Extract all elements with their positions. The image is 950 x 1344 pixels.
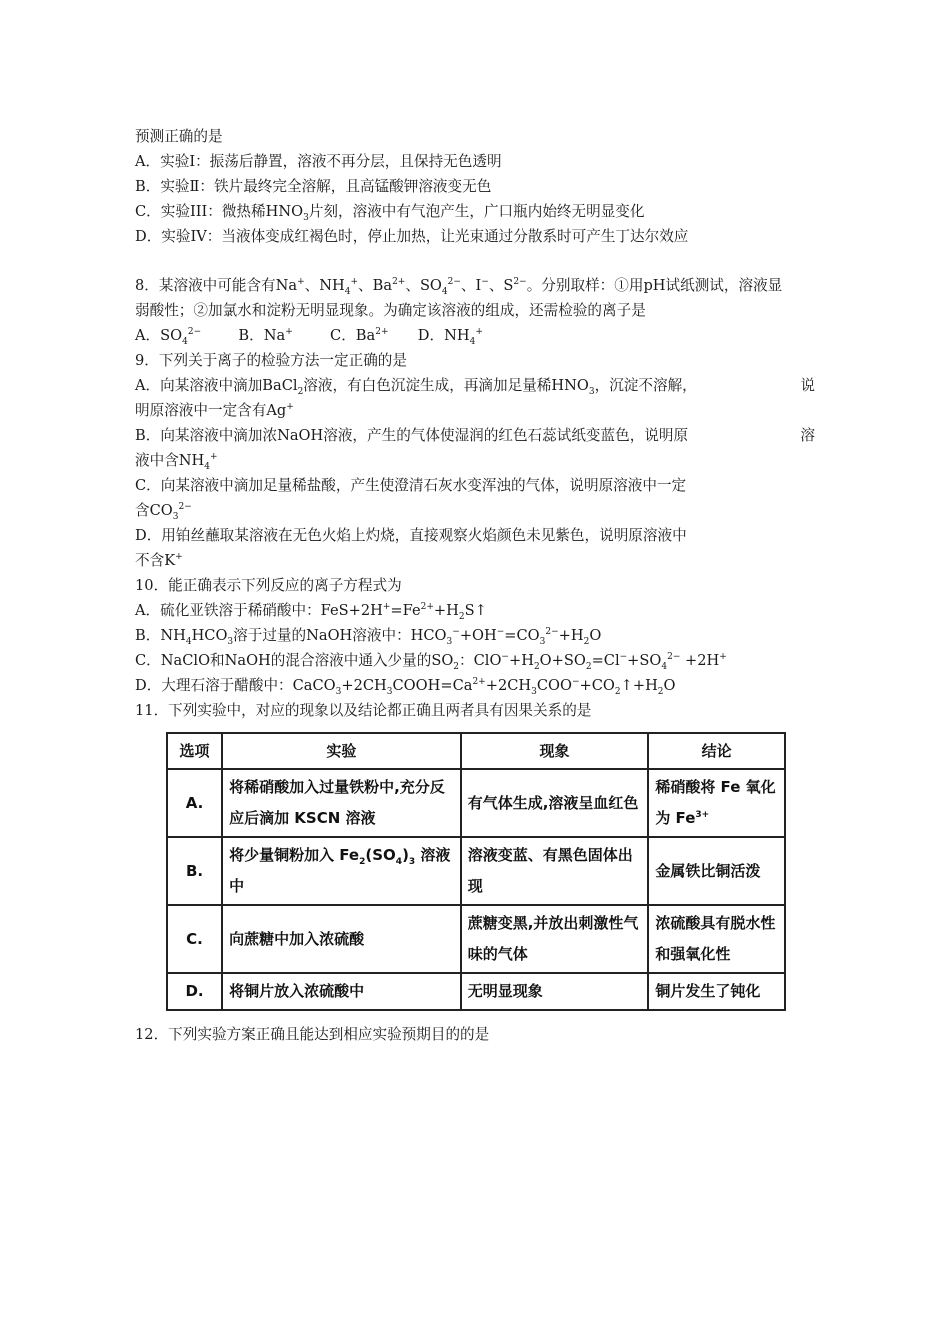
table-row: [167, 837, 785, 905]
table-row: [167, 769, 785, 837]
table-header-row: [167, 733, 785, 769]
q7-option-b: B．实验Ⅱ：铁片最终完全溶解，且高锰酸钾溶液变无色: [135, 178, 492, 195]
q8-options: [135, 326, 815, 346]
q9-option-d-line1: D．用铂丝蘸取某溶液在无色火焰上灼烧，直接观察火焰颜色未见紫色，说明原溶液中: [135, 527, 687, 544]
q8-stem-line1: 8．某溶液中可能含有Na+、$NH_4^+$、$Ba^{2+}$、$SO_4^{2-}$、I−、$S^{2-}$。分别取样：①用pH试纸测试，溶液显: [135, 277, 783, 297]
q8-option-d: D．$NH_4^+$: [417, 327, 483, 347]
row-option: B.: [167, 837, 222, 905]
q7-option-a: A．实验Ⅰ：振荡后静置，溶液不再分层，且保持无色透明: [135, 153, 502, 170]
row-conclusion: 稀硝酸将 Fe 氧化为 $Fe^{3+}$: [648, 769, 785, 837]
row-phenomenon: 溶液变蓝、有黑色固体出现: [461, 837, 649, 905]
q8-option-c: C．$Ba^{2+}$: [330, 327, 389, 344]
q9-option-a-line1: A．向某溶液中滴加BaCl$_2$溶液，有白色沉淀生成，再滴加足量稀$HNO_3$，沉淀不溶解， 说: [135, 377, 815, 397]
row-option: D.: [167, 973, 222, 1010]
q8-option-a: A．$SO_4^{2-}$: [135, 327, 202, 347]
q10-option-a: A．硫化亚铁溶于稀硝酸中：$FeS+2H^+=Fe^{2+}+H_2S↑$: [135, 602, 487, 622]
q10-title: 10．能正确表示下列反应的离子方程式为: [135, 577, 402, 594]
q9-title: 9．下列关于离子的检验方法一定正确的是: [135, 352, 407, 369]
row-phenomenon: 无明显现象: [461, 973, 649, 1010]
header-phenomenon: 现象: [461, 733, 649, 769]
q12-title: 12．下列实验方案正确且能达到相应实验预期目的的是: [135, 1026, 490, 1043]
row-phenomenon: 有气体生成,溶液呈血红色: [461, 769, 649, 837]
row-option: A.: [167, 769, 222, 837]
q8-option-b: B．Na+: [238, 327, 293, 344]
header-option: 选项: [167, 733, 222, 769]
row-conclusion: 浓硫酸具有脱水性和强氧化性: [648, 905, 785, 973]
row-option: C.: [167, 905, 222, 973]
table-row: [167, 973, 785, 1010]
table-row: [167, 905, 785, 973]
row-experiment: 将少量铜粉加入 $Fe_2(SO_4)_3$ 溶液中: [222, 837, 461, 905]
q11-table: [166, 732, 786, 1011]
q10-option-d: D．大理石溶于醋酸中：$CaCO_3+2CH_3COOH=Ca^{2+}+2CH_3COO^-+CO_2↑+H_2O$: [135, 677, 676, 697]
q10-option-c: C．NaClO和NaOH的混合溶液中通入少量的$SO_2$：$ClO^-+H_2O+SO_2=Cl^-+SO_4^{2-} +2H^+$: [135, 652, 727, 672]
q8-stem-line2: 弱酸性；②加氯水和淀粉无明显现象。为确定该溶液的组成，还需检验的离子是: [135, 302, 646, 319]
q9-option-d-line2: 不含K+: [135, 552, 183, 569]
row-experiment: 将稀硝酸加入过量铁粉中,充分反应后滴加 KSCN 溶液: [222, 769, 461, 837]
row-conclusion: 金属铁比铜活泼: [648, 837, 785, 905]
row-experiment: 向蔗糖中加入浓硫酸: [222, 905, 461, 973]
q7-stem-end: 预测正确的是: [135, 128, 223, 145]
row-phenomenon: 蔗糖变黑,并放出刺激性气味的气体: [461, 905, 649, 973]
row-experiment: 将铜片放入浓硫酸中: [222, 973, 461, 1010]
header-conclusion: 结论: [648, 733, 785, 769]
row-conclusion: 铜片发生了钝化: [648, 973, 785, 1010]
q9-option-c-line2: 含$CO_3^{2-}$: [135, 502, 192, 522]
q9-option-b-line2: 液中含$NH_4^+$: [135, 452, 218, 472]
q11-title: 11．下列实验中，对应的现象以及结论都正确且两者具有因果关系的是: [135, 702, 592, 719]
q7-option-c: C．实验III：微热稀$HNO_3$片刻，溶液中有气泡产生，广口瓶内始终无明显变化: [135, 203, 645, 223]
q10-option-b: B．$NH_4HCO_3$溶于过量的NaOH溶液中：$HCO_3^-+OH^-=CO_3^{2-}+H_2O$: [135, 627, 602, 647]
q9-option-a-line2: 明原溶液中一定含有Ag+: [135, 402, 294, 419]
q9-option-b-line1: B．向某溶液中滴加浓NaOH溶液，产生的气体使湿润的红色石蕊试纸变蓝色，说明原 溶: [135, 427, 815, 444]
q9-option-c-line1: C．向某溶液中滴加足量稀盐酸，产生使澄清石灰水变浑浊的气体，说明原溶液中一定: [135, 477, 687, 494]
q7-option-d: D．实验IV：当液体变成红褐色时，停止加热，让光束通过分散系时可产生丁达尔效应: [135, 228, 689, 245]
header-experiment: 实验: [222, 733, 461, 769]
